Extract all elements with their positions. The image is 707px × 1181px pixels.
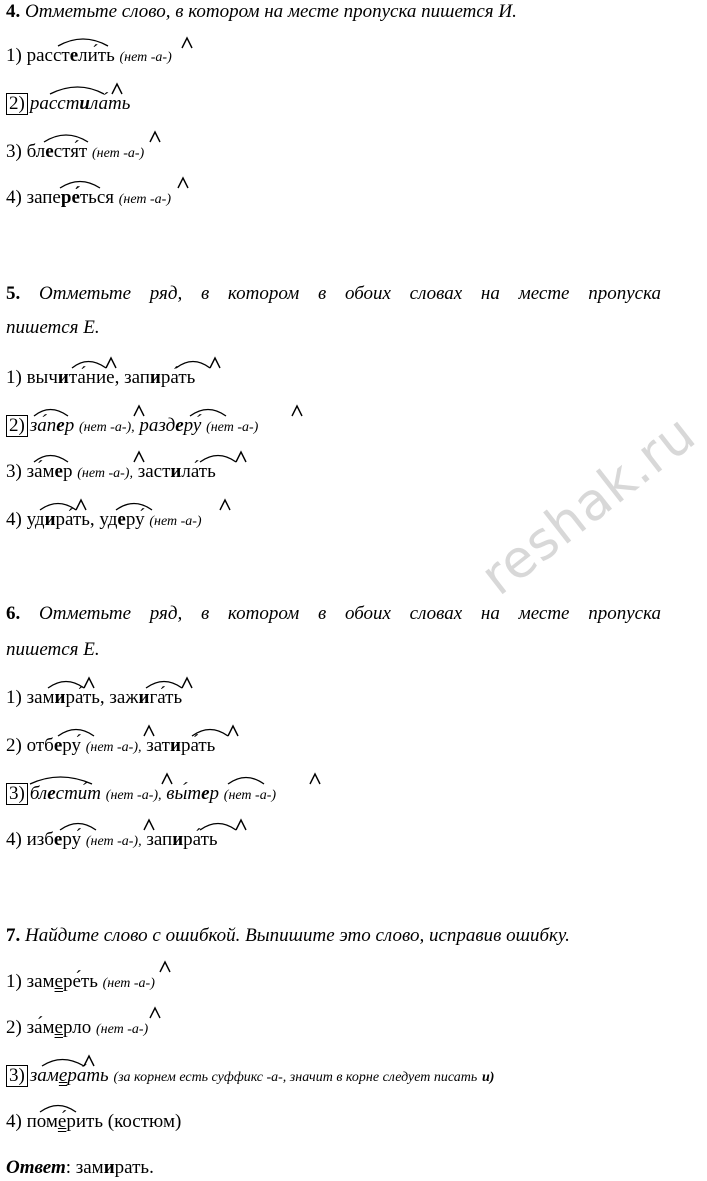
watermark: reshak.ru <box>470 403 707 608</box>
q5-prompt-line1: 5. Отметьте ряд, в котором в обоих словах на месте пропуска <box>6 283 662 304</box>
q5-option-2: 2) за́пер (нет -а-), раздеру́ (нет -а-) <box>6 414 258 440</box>
answer-label: Ответ <box>6 1157 66 1178</box>
answer-box: 3) <box>6 783 28 805</box>
q7-option-1: 1) замере́ть (нет -а-) <box>6 971 155 992</box>
q4-text: Отметьте слово, в котором на месте пропуска пишется И. <box>25 1 517 22</box>
q6-prompt-line1: 6. Отметьте ряд, в котором в обоих словах на месте пропуска <box>6 603 662 624</box>
q4-number: 4. <box>6 1 21 22</box>
q4-prompt <box>6 0 517 24</box>
q5-prompt-line2: пишется Е. <box>6 317 100 338</box>
q4-option-1: 1) расстели́ть (нет -а-) <box>6 45 172 66</box>
q4-option-2: 2) расстила́ть <box>6 92 130 116</box>
q6-option-1: 1) замира́ть, зажига́ть <box>6 687 183 708</box>
q5-option-3: 3) за́мер (нет -а-), застила́ть <box>6 461 216 482</box>
q5-option-1: 1) вычита́ние, запира́ть <box>6 367 196 388</box>
q6-option-2: 2) отберу́ (нет -а-), затира́ть <box>6 735 216 756</box>
q4-option-3: 3) блестя́т (нет -а-) <box>6 141 145 162</box>
q6-option-3: 3) блести́т (нет -а-), вы́тер (нет -а-) <box>6 782 276 808</box>
answer-box: 3) <box>6 1065 28 1087</box>
q4-option-4: 4) запере́ться (нет -а-) <box>6 187 171 208</box>
q7-option-4: 4) поме́рить (костюм) <box>6 1111 182 1132</box>
q6-option-4: 4) изберу́ (нет -а-), запира́ть <box>6 829 218 850</box>
answer-box: 2) <box>6 415 28 437</box>
q7-option-2: 2) за́мерло (нет -а-) <box>6 1017 149 1038</box>
q7-prompt: 7. Найдите слово с ошибкой. Выпишите это слово, исправив ошибку. <box>6 925 570 946</box>
answer-line: Ответ: замирать. <box>6 1157 154 1178</box>
q7-option-3: 3) замера́ть (за корнем есть суффикс -а-, значит в корне следует писать и) <box>6 1064 494 1090</box>
q5-option-4: 4) удира́ть, удеру́ (нет -а-) <box>6 509 202 530</box>
answer-box: 2) <box>6 93 28 115</box>
q6-prompt-line2: пишется Е. <box>6 639 100 660</box>
